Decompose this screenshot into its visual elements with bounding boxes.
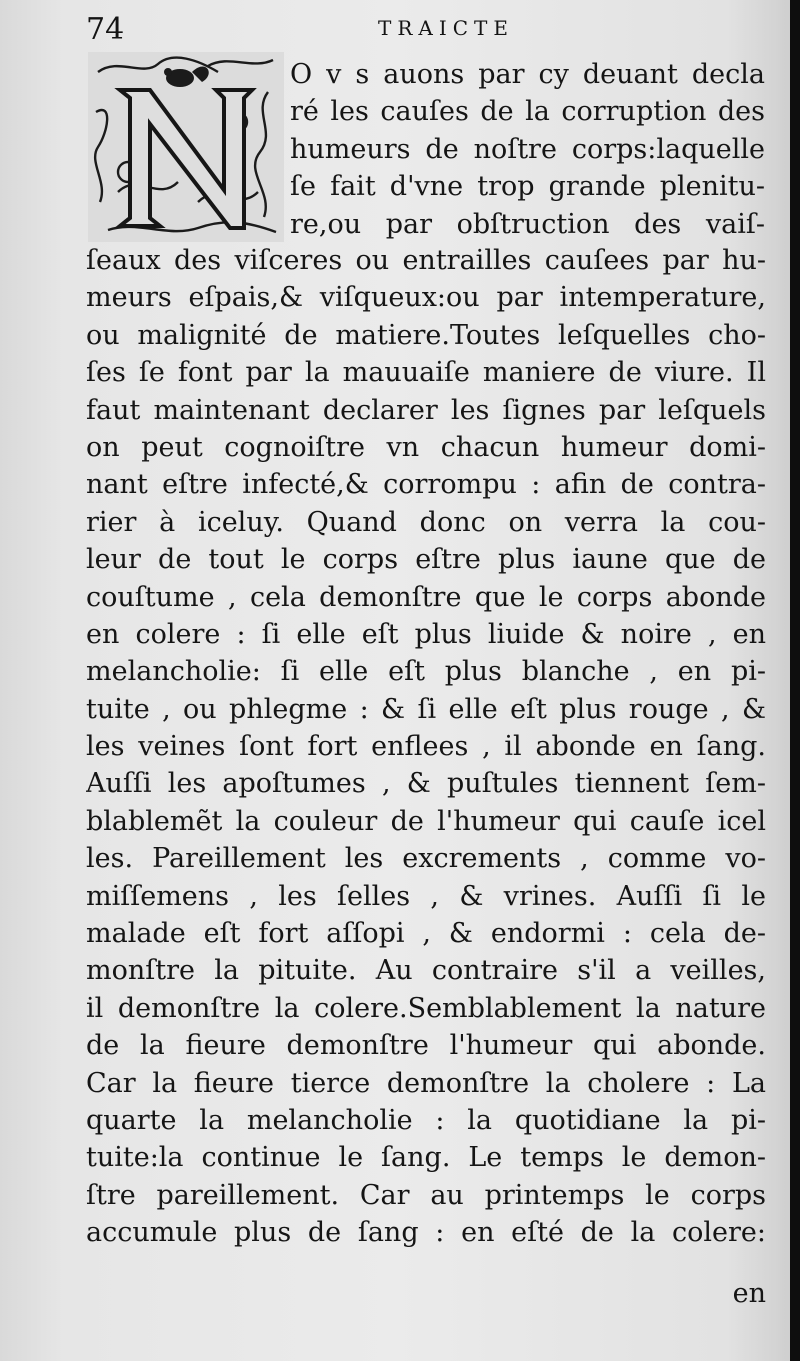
text-line: Car la fieure tierce demonſtre la cholere : La: [86, 1067, 766, 1099]
ornamental-initial-n-icon: [88, 52, 284, 242]
text-line: les veines ſont fort enflees , il abonde en ſang.: [86, 731, 766, 763]
text-line: meurs eſpais,& viſqueux:ou par intemperature,: [86, 282, 766, 314]
text-line: en colere : ſi elle eſt plus liuide & noire , en: [86, 618, 766, 650]
book-spine-edge: [790, 0, 800, 1361]
text-line: malade eſt fort aſſopi , & endormi : cela de-: [86, 918, 766, 950]
catchword: en: [732, 1278, 766, 1309]
text-line: ſeaux des viſceres ou entrailles cauſees par hu-: [86, 245, 766, 276]
text-line: ſes ſe font par la mauuaiſe maniere de viure. Il: [86, 357, 766, 389]
running-title: TRAICTE: [378, 16, 514, 40]
text-line: tuite:la continue le ſang. Le temps le demon-: [86, 1142, 766, 1174]
text-line: re,ou par obſtruction des vaiſ-: [290, 208, 765, 240]
text-line: blablemẽt la couleur de l'humeur qui cauſe icel: [86, 805, 766, 837]
page-number: 74: [86, 12, 125, 47]
text-line: il demonſtre la colere.Semblablement la nature: [86, 992, 766, 1024]
text-line: ſtre pareillement. Car au printemps le corps: [86, 1179, 766, 1211]
text-line: tuite , ou phlegme : & ſi elle eſt plus rouge , &: [86, 693, 766, 725]
text-line: on peut cognoiſtre vn chacun humeur domi-: [86, 431, 766, 463]
text-line: les. Pareillement les excrements , comme vo-: [86, 843, 766, 875]
text-line: de la fieure demonſtre l'humeur qui abonde.: [86, 1030, 766, 1062]
body-text: [86, 242, 766, 1252]
text-line: accumule plus de ſang : en eſté de la colere:: [86, 1217, 766, 1249]
text-line: humeurs de noſtre corps:laquelle: [290, 133, 765, 165]
text-line: faut maintenant declarer les ſignes par leſquels: [86, 394, 766, 426]
initial-text-block: [290, 56, 765, 243]
text-line: O v s auons par cy deuant decla: [290, 59, 765, 90]
text-line: Auſſi les apoſtumes , & puſtules tiennent ſem-: [86, 768, 766, 800]
text-line: couſtume , cela demonſtre que le corps abonde: [86, 581, 766, 613]
text-line: ou malignité de matiere.Toutes leſquelles cho-: [86, 319, 766, 351]
text-line: miſſemens , les ſelles , & vrines. Auſſi ſi le: [86, 880, 766, 912]
text-line: nant eſtre infecté,& corrompu : afin de contra-: [86, 469, 766, 501]
text-line: ré les cauſes de la corruption des: [290, 96, 765, 128]
text-line: rier à iceluy. Quand donc on verra la cou-: [86, 506, 766, 538]
page-header: [86, 12, 766, 52]
text-line: ſe fait d'vne trop grande plenitu-: [290, 171, 765, 203]
text-line: leur de tout le corps eſtre plus iaune que de: [86, 544, 766, 576]
text-line: quarte la melancholie : la quotidiane la pi-: [86, 1104, 766, 1136]
text-line: monſtre la pituite. Au contraire s'il a veilles,: [86, 955, 766, 987]
text-line: melancholie: ſi elle eſt plus blanche , en pi-: [86, 656, 766, 688]
